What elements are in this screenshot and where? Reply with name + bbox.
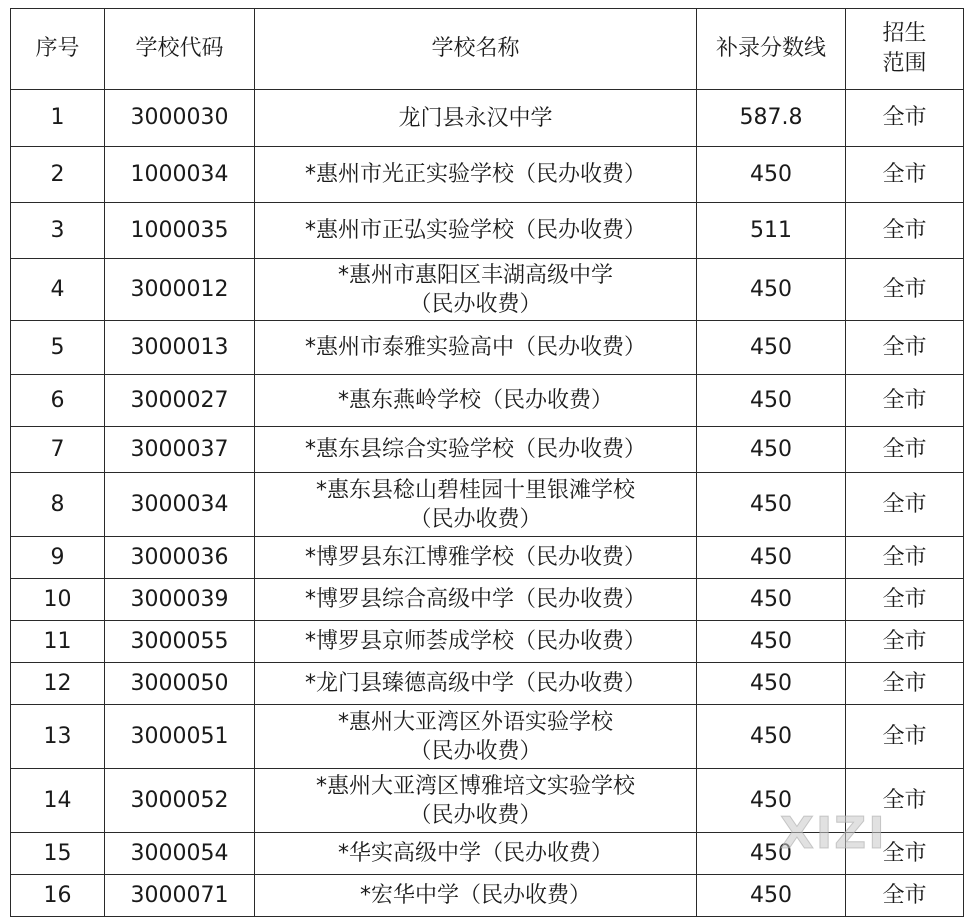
school-name: *龙门县臻德高级中学（民办收费）: [304, 671, 646, 696]
cell-code: 3000036: [105, 537, 255, 579]
header-no: 序号: [11, 9, 105, 90]
cell-code: 3000037: [105, 427, 255, 473]
cell-no: 13: [11, 705, 105, 769]
cell-no: 12: [11, 663, 105, 705]
cell-code: 3000055: [105, 621, 255, 663]
cell-range: 全市: [846, 769, 964, 833]
school-name: *博罗县京师荟成学校（民办收费）: [304, 629, 646, 654]
cell-score: 450: [697, 147, 846, 203]
cell-code: 3000030: [105, 90, 255, 147]
cell-no: 11: [11, 621, 105, 663]
cell-no: 5: [11, 321, 105, 375]
cell-name: [255, 705, 697, 769]
cell-name: [255, 147, 697, 203]
cell-name: [255, 427, 697, 473]
cell-name: [255, 663, 697, 705]
cell-score: 450: [697, 427, 846, 473]
table-row: [11, 621, 964, 663]
cell-score: 450: [697, 663, 846, 705]
cell-range: 全市: [846, 875, 964, 917]
cell-score: 450: [697, 375, 846, 427]
cell-name: [255, 769, 697, 833]
cell-name: [255, 579, 697, 621]
cell-range: 全市: [846, 375, 964, 427]
table-row: [11, 259, 964, 321]
cell-range: 全市: [846, 537, 964, 579]
cell-range: 全市: [846, 321, 964, 375]
cell-code: 3000012: [105, 259, 255, 321]
cell-name: [255, 621, 697, 663]
table-row: [11, 833, 964, 875]
cell-range: 全市: [846, 473, 964, 537]
table-row: [11, 375, 964, 427]
header-range: [846, 9, 964, 90]
table-row: [11, 473, 964, 537]
table-row: [11, 705, 964, 769]
cell-range: 全市: [846, 705, 964, 769]
cell-code: 3000034: [105, 473, 255, 537]
cell-range: 全市: [846, 579, 964, 621]
cell-no: 16: [11, 875, 105, 917]
cell-score: 450: [697, 473, 846, 537]
cell-score: 450: [697, 621, 846, 663]
cell-no: 7: [11, 427, 105, 473]
cell-code: 3000051: [105, 705, 255, 769]
admission-table: [10, 8, 964, 917]
school-name: *博罗县综合高级中学（民办收费）: [304, 587, 646, 612]
school-name: *惠州市惠阳区丰湖高级中学 （民办收费）: [337, 262, 613, 317]
school-name: *惠州市光正实验学校（民办收费）: [304, 162, 646, 187]
header-row: [11, 9, 964, 90]
cell-name: [255, 537, 697, 579]
cell-no: 8: [11, 473, 105, 537]
cell-code: 3000039: [105, 579, 255, 621]
cell-no: 3: [11, 203, 105, 259]
cell-no: 4: [11, 259, 105, 321]
table-row: [11, 203, 964, 259]
cell-no: 9: [11, 537, 105, 579]
header-range-text: 招生 范围: [882, 21, 927, 76]
cell-name: [255, 833, 697, 875]
cell-name: [255, 203, 697, 259]
cell-no: 10: [11, 579, 105, 621]
table-row: [11, 90, 964, 147]
cell-range: 全市: [846, 90, 964, 147]
table-row: [11, 537, 964, 579]
school-name: *华实高级中学（民办收费）: [337, 841, 613, 866]
cell-code: 1000035: [105, 203, 255, 259]
cell-score: 511: [697, 203, 846, 259]
cell-range: 全市: [846, 203, 964, 259]
cell-range: 全市: [846, 147, 964, 203]
cell-score: 587.8: [697, 90, 846, 147]
cell-code: 3000052: [105, 769, 255, 833]
table-row: [11, 769, 964, 833]
table-row: [11, 321, 964, 375]
cell-score: 450: [697, 579, 846, 621]
cell-score: 450: [697, 833, 846, 875]
watermark: XIZI: [780, 808, 887, 859]
cell-range: 全市: [846, 663, 964, 705]
school-name: *惠州市正弘实验学校（民办收费）: [304, 218, 646, 243]
cell-no: 14: [11, 769, 105, 833]
admission-sheet: [10, 8, 963, 917]
cell-no: 15: [11, 833, 105, 875]
cell-code: 3000050: [105, 663, 255, 705]
table-row: [11, 579, 964, 621]
cell-score: 450: [697, 259, 846, 321]
header-code: 学校代码: [105, 9, 255, 90]
cell-range: 全市: [846, 259, 964, 321]
cell-no: 2: [11, 147, 105, 203]
school-name: *惠东县稔山碧桂园十里银滩学校 （民办收费）: [315, 477, 635, 532]
cell-no: 1: [11, 90, 105, 147]
cell-range: 全市: [846, 621, 964, 663]
table-body: [11, 90, 964, 917]
cell-score: 450: [697, 875, 846, 917]
cell-name: [255, 90, 697, 147]
cell-name: [255, 259, 697, 321]
table-row: [11, 875, 964, 917]
header-name: 学校名称: [255, 9, 697, 90]
cell-name: [255, 875, 697, 917]
school-name: *博罗县东江博雅学校（民办收费）: [304, 545, 646, 570]
cell-score: 450: [697, 537, 846, 579]
cell-name: [255, 375, 697, 427]
cell-code: 3000013: [105, 321, 255, 375]
cell-code: 3000027: [105, 375, 255, 427]
cell-score: 450: [697, 769, 846, 833]
school-name: *惠州大亚湾区外语实验学校 （民办收费）: [337, 709, 613, 764]
cell-name: [255, 473, 697, 537]
cell-code: 3000054: [105, 833, 255, 875]
table-row: [11, 147, 964, 203]
cell-no: 6: [11, 375, 105, 427]
table-row: [11, 663, 964, 705]
school-name: 龙门县永汉中学: [398, 105, 553, 131]
cell-range: 全市: [846, 427, 964, 473]
school-name: *惠东县综合实验学校（民办收费）: [304, 437, 646, 462]
cell-range: 全市: [846, 833, 964, 875]
cell-name: [255, 321, 697, 375]
cell-code: 1000034: [105, 147, 255, 203]
school-name: *惠州大亚湾区博雅培文实验学校 （民办收费）: [315, 773, 635, 828]
header-score: 补录分数线: [697, 9, 846, 90]
cell-score: 450: [697, 321, 846, 375]
school-name: *惠东燕岭学校（民办收费）: [337, 388, 613, 413]
cell-score: 450: [697, 705, 846, 769]
cell-code: 3000071: [105, 875, 255, 917]
school-name: *惠州市泰雅实验高中（民办收费）: [304, 335, 646, 360]
school-name: *宏华中学（民办收费）: [359, 883, 591, 908]
table-row: [11, 427, 964, 473]
